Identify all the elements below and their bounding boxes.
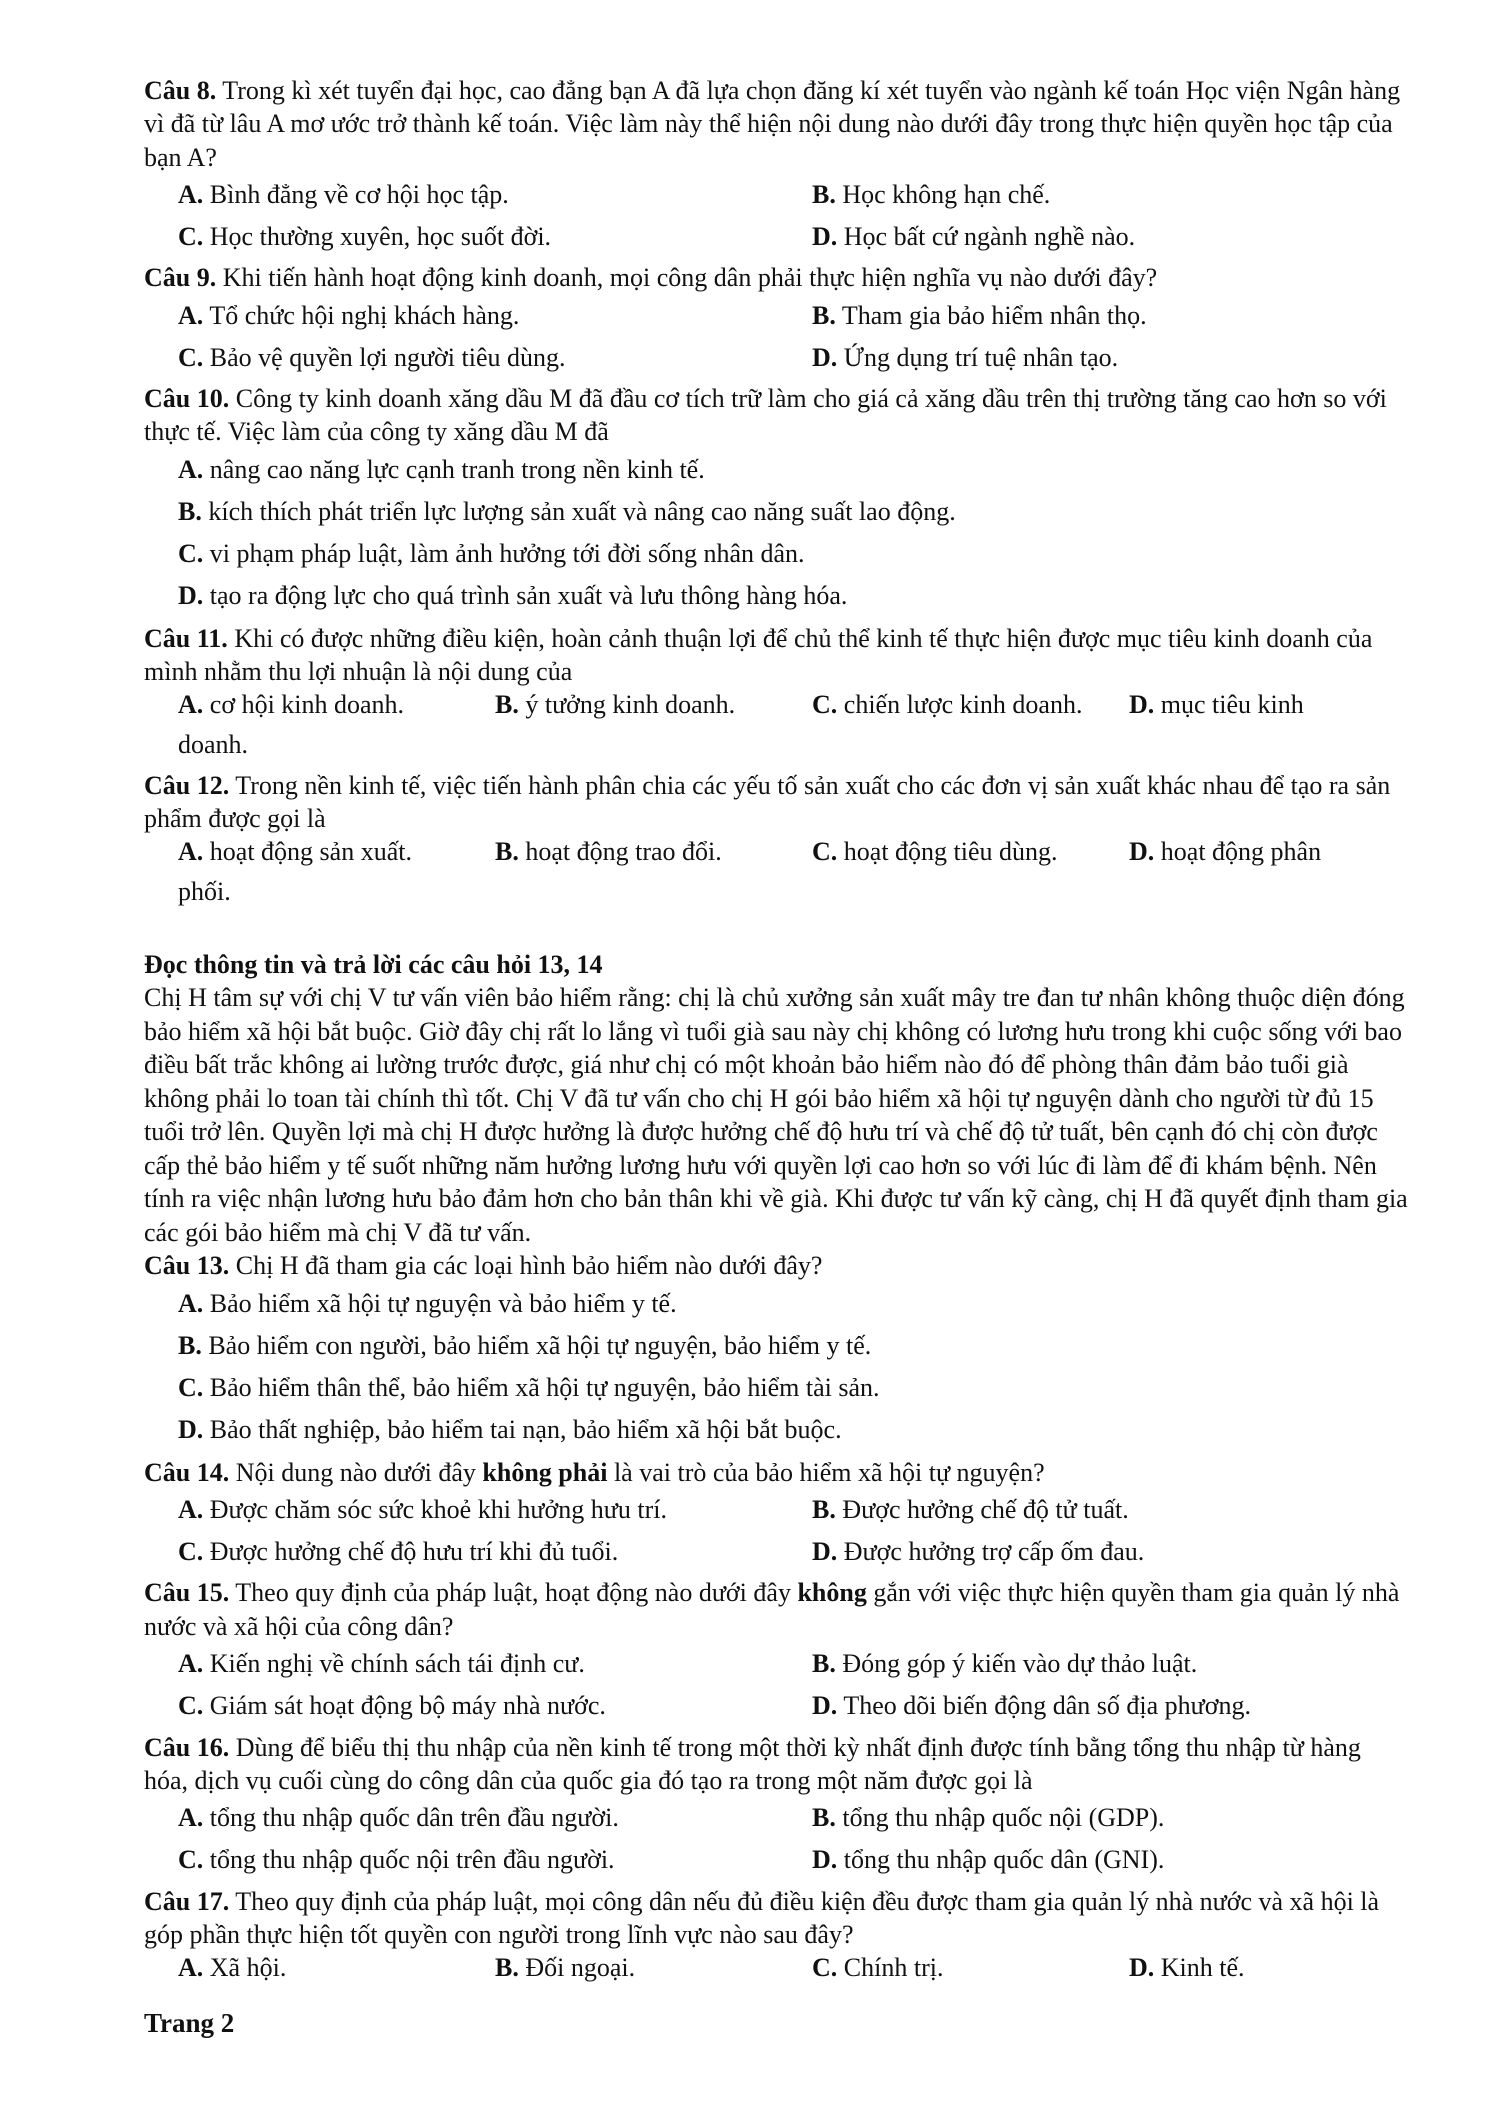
- options: [144, 1801, 1410, 1877]
- option-label: C.: [178, 539, 204, 569]
- option-label: B.: [812, 1803, 836, 1833]
- option-label: C.: [178, 1537, 204, 1567]
- option-label: C.: [178, 1845, 204, 1875]
- option-text: ý tưởng kinh doanh.: [525, 690, 736, 720]
- options: [144, 1951, 1410, 1984]
- question-text: [144, 382, 1410, 449]
- option-label: C.: [812, 837, 838, 867]
- section-title: Đọc thông tin và trả lời các câu hỏi 13, 14: [144, 949, 603, 979]
- option-text: Kiến nghị về chính sách tái định cư.: [209, 1649, 585, 1679]
- option-label: C.: [178, 222, 204, 252]
- option-d-continuation: doanh.: [178, 729, 249, 759]
- option-a: [178, 835, 495, 868]
- option-text: Học thường xuyên, học suốt đời.: [209, 222, 552, 252]
- question-text: [144, 769, 1410, 836]
- option-d: [812, 1689, 1412, 1722]
- option-text: mục tiêu kinh: [1160, 690, 1304, 720]
- option-d: [144, 1413, 1410, 1446]
- option-label: B.: [812, 1649, 836, 1679]
- question-number: Câu 12.: [144, 770, 230, 800]
- option-text: Đóng góp ý kiến vào dự thảo luật.: [842, 1649, 1198, 1679]
- option-b: [495, 1951, 812, 1984]
- option-label: A.: [178, 454, 204, 484]
- option-label: A.: [178, 1649, 204, 1679]
- option-text: Tham gia bảo hiểm nhân thọ.: [841, 300, 1147, 330]
- option-text: tổng thu nhập quốc dân (GNI).: [843, 1845, 1165, 1875]
- question-number: Câu 14.: [144, 1457, 230, 1487]
- question-15: [144, 1576, 1410, 1722]
- question-12: [144, 769, 1410, 908]
- option-label: B.: [495, 690, 519, 720]
- option-c: [144, 1371, 1410, 1404]
- option-d: [812, 1535, 1412, 1568]
- question-text: [144, 1576, 1410, 1643]
- question-text: [144, 1885, 1410, 1952]
- question-11: [144, 622, 1410, 761]
- question-stem: Công ty kinh doanh xăng dầu M đã đầu cơ tích trữ làm cho giá cả xăng dầu trên thị trường tăng cao hơn so với thực tế. Việc làm của công ty xăng dầu M đã: [144, 384, 1387, 447]
- option-text: Giám sát hoạt động bộ máy nhà nước.: [209, 1691, 606, 1721]
- question-14: [144, 1456, 1410, 1569]
- option-c: [178, 220, 812, 253]
- option-label: D.: [812, 1691, 838, 1721]
- option-a: [178, 688, 495, 721]
- question-8: [144, 74, 1410, 253]
- option-text: hoạt động sản xuất.: [209, 837, 412, 867]
- option-b: [812, 299, 1412, 332]
- question-text: [144, 1249, 1410, 1282]
- option-label: A.: [178, 300, 204, 330]
- option-label: D.: [812, 222, 838, 252]
- option-text: Được hưởng chế độ tử tuất.: [842, 1494, 1129, 1524]
- option-label: A.: [178, 1953, 204, 1983]
- option-a: [178, 1493, 812, 1526]
- option-a: [144, 453, 1410, 486]
- options: [144, 835, 1410, 868]
- option-d: [812, 341, 1412, 374]
- question-number: Câu 16.: [144, 1732, 230, 1762]
- option-text: hoạt động tiêu dùng.: [843, 837, 1058, 867]
- option-label: D.: [812, 1537, 838, 1567]
- option-b: [144, 495, 1410, 528]
- option-text: hoạt động phân: [1160, 837, 1322, 867]
- question-13: [144, 1249, 1410, 1446]
- emphasis: không: [797, 1578, 867, 1608]
- option-text: vi phạm pháp luật, làm ảnh hưởng tới đời sống nhân dân.: [209, 539, 805, 569]
- option-c: [178, 1843, 812, 1876]
- question-stem: Dùng để biểu thị thu nhập của nền kinh tế trong một thời kỳ nhất định được tính bằng tổng thu nhập từ hàng hóa, dịch vụ cuối cùng do công dân của quốc gia đó tạo ra trong một năm được gọi là: [144, 1732, 1361, 1795]
- options: [144, 1647, 1410, 1723]
- question-9: [144, 261, 1410, 374]
- question-stem: Theo quy định của pháp luật, mọi công dân nếu đủ điều kiện đều được tham gia quản lý nhà nước và xã hội là góp phần thực hiện tốt quyền con người trong lĩnh vực nào sau đây?: [144, 1886, 1380, 1949]
- emphasis: không phải: [482, 1457, 608, 1487]
- option-d: [812, 1843, 1412, 1876]
- option-label: D.: [1129, 1953, 1155, 1983]
- option-label: D.: [812, 342, 838, 372]
- question-stem-end: là vai trò của bảo hiểm xã hội tự nguyện?: [613, 1457, 1045, 1487]
- question-stem: Khi có được những điều kiện, hoàn cảnh thuận lợi để chủ thể kinh tế thực hiện được mục tiêu kinh doanh của mình nhằm thu lợi nhuận là nội dung của: [144, 623, 1373, 686]
- option-text: Tổ chức hội nghị khách hàng.: [209, 300, 520, 330]
- option-label: B.: [812, 179, 836, 209]
- question-stem: Theo quy định của pháp luật, hoạt động nào dưới đây: [235, 1578, 791, 1608]
- option-text: chiến lược kinh doanh.: [843, 690, 1083, 720]
- option-text: Được hưởng chế độ hưu trí khi đủ tuổi.: [209, 1537, 619, 1567]
- reading-passage: Chị H tâm sự với chị V tư vấn viên bảo hiểm rằng: chị là chủ xưởng sản xuất mây tre đan tư nhân không thuộc diện đóng bảo hiểm xã hội bắt buộc. Giờ đây chị rất lo lắng vì tuổi già sau này chị không có lương hưu trong khi cuộc sống với bao điều bất trắc không ai lường trước được, giá như chị có một khoản bảo hiểm nào đó để phòng thân đảm bảo tuổi già không phải lo toan tài chính thì tốt. Chị V đã tư vấn cho chị H gói bảo hiểm xã hội tự nguyện dành cho người từ đủ 15 tuổi trở lên. Quyền lợi mà chị H được hưởng là được hưởng chế độ hưu trí và chế độ tử tuất, bên cạnh đó chị còn được cấp thẻ bảo hiểm y tế suốt những năm hưởng lương hưu với quyền lợi cao hơn so với lúc đi làm để đi khám bệnh. Nên tính ra việc nhận lương hưu bảo đảm hơn cho bản thân khi về già. Khi được tư vấn kỹ càng, chị H đã quyết định tham gia các gói bảo hiểm mà chị V đã tư vấn.: [144, 983, 1408, 1247]
- option-label: D.: [812, 1845, 838, 1875]
- option-text: Đối ngoại.: [525, 1953, 636, 1983]
- question-stem: Trong nền kinh tế, việc tiến hành phân chia các yếu tố sản xuất cho các đơn vị sản xuất khác nhau để tạo ra sản phẩm được gọi là: [144, 770, 1391, 834]
- option-c: [812, 1951, 1129, 1984]
- option-d-continuation: phối.: [178, 876, 231, 906]
- option-text: Xã hội.: [209, 1953, 287, 1983]
- option-d: [1129, 835, 1429, 868]
- option-text: Theo dõi biến động dân số địa phương.: [843, 1691, 1251, 1721]
- question-10: [144, 382, 1410, 613]
- option-a: [178, 1647, 812, 1680]
- option-a: [178, 1951, 495, 1984]
- option-label: A.: [178, 1803, 204, 1833]
- question-number: Câu 10.: [144, 384, 230, 414]
- question-number: Câu 17.: [144, 1886, 230, 1916]
- option-text: tổng thu nhập quốc dân trên đầu người.: [209, 1803, 619, 1833]
- option-text: Bảo vệ quyền lợi người tiêu dùng.: [209, 342, 566, 372]
- question-stem: Khi tiến hành hoạt động kinh doanh, mọi công dân phải thực hiện nghĩa vụ nào dưới đây?: [222, 263, 1158, 293]
- option-d: [144, 579, 1410, 612]
- option-a: [178, 299, 812, 332]
- option-c: [178, 341, 812, 374]
- option-b: [495, 835, 812, 868]
- option-b: [812, 1493, 1412, 1526]
- options: [144, 688, 1410, 721]
- question-stem: Chị H đã tham gia các loại hình bảo hiểm nào dưới đây?: [235, 1251, 823, 1281]
- option-text: tạo ra động lực cho quá trình sản xuất và lưu thông hàng hóa.: [209, 581, 848, 611]
- options: [144, 299, 1410, 375]
- question-number: Câu 15.: [144, 1578, 230, 1608]
- option-label: C.: [812, 1953, 838, 1983]
- option-label: B.: [178, 1330, 202, 1360]
- option-text: Bảo hiểm con người, bảo hiểm xã hội tự nguyện, bảo hiểm y tế.: [208, 1330, 872, 1360]
- option-label: A.: [178, 1288, 204, 1318]
- option-label: C.: [178, 1373, 204, 1403]
- option-text: kích thích phát triển lực lượng sản xuất và nâng cao năng suất lao động.: [208, 496, 956, 526]
- options: [144, 1493, 1410, 1569]
- option-text: Bảo thất nghiệp, bảo hiểm tai nạn, bảo hiểm xã hội bắt buộc.: [209, 1415, 842, 1445]
- option-b: [812, 1647, 1412, 1680]
- question-text: [144, 622, 1410, 689]
- option-a: [144, 1287, 1410, 1320]
- option-label: B.: [495, 837, 519, 867]
- question-number: Câu 8.: [144, 76, 217, 105]
- option-text: hoạt động trao đổi.: [525, 837, 722, 867]
- option-c: [178, 1535, 812, 1568]
- option-label: B.: [178, 496, 202, 526]
- option-label: C.: [178, 1691, 204, 1721]
- option-text: Kinh tế.: [1160, 1953, 1245, 1983]
- page-footer: Trang 2: [144, 2008, 235, 2038]
- question-text: [144, 74, 1410, 174]
- option-label: D.: [178, 1415, 204, 1445]
- option-label: A.: [178, 179, 204, 209]
- question-text: [144, 1731, 1410, 1798]
- option-label: A.: [178, 837, 204, 867]
- option-label: D.: [178, 581, 204, 611]
- option-b: [495, 688, 812, 721]
- option-text: Được hưởng trợ cấp ốm đau.: [843, 1537, 1145, 1567]
- option-text: Bình đẳng về cơ hội học tập.: [209, 179, 509, 209]
- question-number: Câu 9.: [144, 263, 217, 293]
- option-text: Học không hạn chế.: [842, 179, 1051, 209]
- option-d: [1129, 688, 1429, 721]
- option-label: D.: [1129, 837, 1155, 867]
- option-b: [812, 178, 1412, 211]
- option-label: A.: [178, 690, 204, 720]
- options: [144, 178, 1410, 254]
- option-text: Ứng dụng trí tuệ nhân tạo.: [843, 342, 1119, 372]
- option-d: [1129, 1951, 1429, 1984]
- option-text: Học bất cứ ngành nghề nào.: [843, 222, 1136, 252]
- option-a: [178, 1801, 812, 1834]
- page-content: [144, 74, 1410, 1992]
- option-c: [144, 537, 1410, 570]
- question-17: [144, 1885, 1410, 1985]
- option-b: [812, 1801, 1412, 1834]
- option-text: Bảo hiểm xã hội tự nguyện và bảo hiểm y tế.: [209, 1288, 677, 1318]
- option-label: A.: [178, 1494, 204, 1524]
- question-text: [144, 1456, 1410, 1489]
- option-c: [812, 835, 1129, 868]
- option-text: tổng thu nhập quốc nội trên đầu người.: [209, 1845, 615, 1875]
- option-d: [812, 220, 1412, 253]
- question-text: [144, 261, 1410, 294]
- question-stem: Nội dung nào dưới đây: [235, 1457, 476, 1487]
- option-a: [178, 178, 812, 211]
- question-number: Câu 13.: [144, 1251, 230, 1281]
- question-number: Câu 11.: [144, 623, 228, 653]
- question-16: [144, 1731, 1410, 1877]
- option-c: [178, 1689, 812, 1722]
- option-label: B.: [812, 300, 836, 330]
- option-label: C.: [178, 342, 204, 372]
- option-label: D.: [1129, 690, 1155, 720]
- option-text: nâng cao năng lực cạnh tranh trong nền kinh tế.: [209, 454, 705, 484]
- option-label: C.: [812, 690, 838, 720]
- question-stem-end: gắn với việc thực hiện quyền tham gia quản lý nhà nước và xã hội của công dân?: [144, 1578, 1400, 1641]
- question-stem: Trong kì xét tuyển đại học, cao đẳng bạn A đã lựa chọn đăng kí xét tuyển vào ngành kế toán Học viện Ngân hàng vì đã từ lâu A mơ ước trở thành kế toán. Việc làm này thể hiện nội dung nào dưới đây trong thực hiện quyền học tập của bạn A?: [144, 76, 1401, 172]
- option-text: Được chăm sóc sức khoẻ khi hưởng hưu trí.: [209, 1494, 667, 1524]
- option-b: [144, 1329, 1410, 1362]
- option-text: cơ hội kinh doanh.: [209, 690, 405, 720]
- option-text: tổng thu nhập quốc nội (GDP).: [842, 1803, 1165, 1833]
- option-label: B.: [812, 1494, 836, 1524]
- option-label: B.: [495, 1953, 519, 1983]
- option-text: Bảo hiểm thân thể, bảo hiểm xã hội tự nguyện, bảo hiểm tài sản.: [209, 1373, 880, 1403]
- option-c: [812, 688, 1129, 721]
- option-text: Chính trị.: [843, 1953, 944, 1983]
